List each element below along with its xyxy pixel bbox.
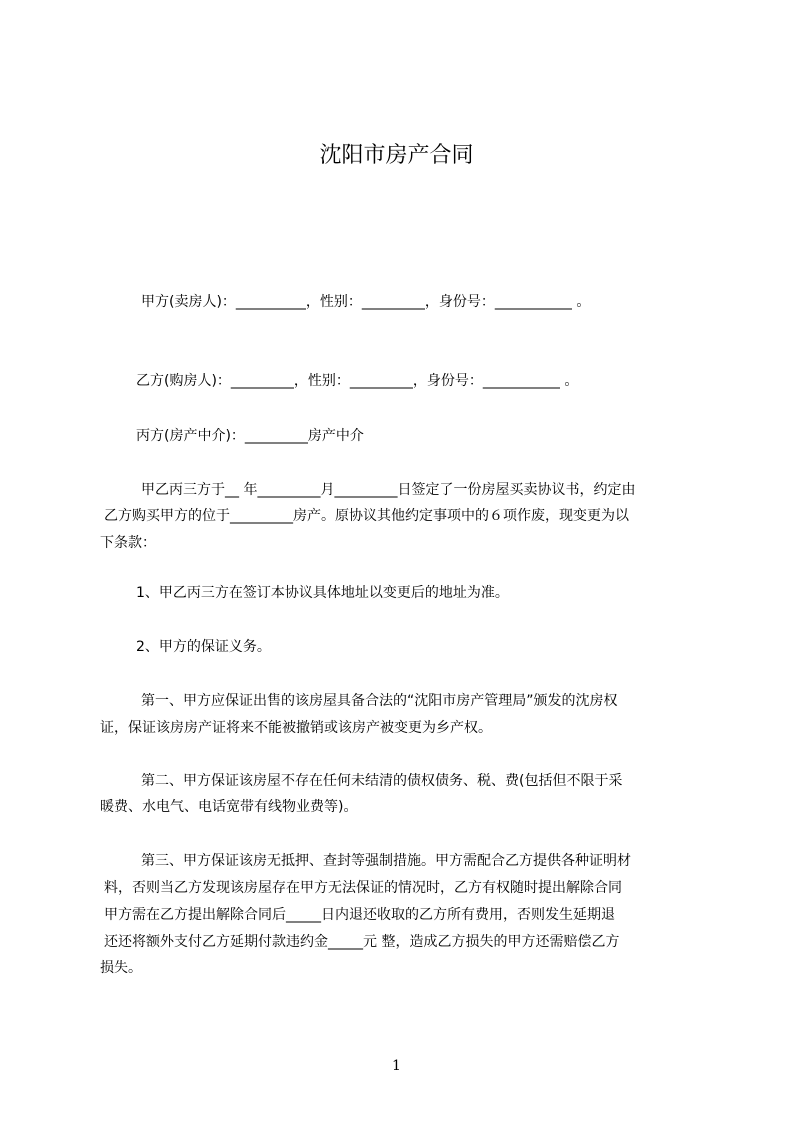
intro-line-2: 乙方购买甲方的位于_________房产。原协议其他约定事项中的６项作废，现变更为以: [104, 508, 629, 524]
guarantee-3-line-1: 第三、甲方保证该房无抵押、查封等强制措施。甲方需配合乙方提供各种证明材: [141, 853, 631, 869]
guarantee-3-line-4: 还还将额外支付乙方延期付款违约金_____元 整，造成乙方损失的甲方还需赔偿乙方: [104, 934, 620, 950]
guarantee-3-line-5: 损失。: [100, 960, 142, 976]
clause-1: 1、甲乙丙三方在签订本协议具体地址以变更后的地址为准。: [136, 585, 509, 601]
page-number: 1: [392, 1058, 401, 1074]
guarantee-1-line-1: 第一、甲方应保证出售的该房屋具备合法的“沈阳市房产管理局”颁发的沈房权: [141, 693, 618, 709]
guarantee-3-line-2: 料，否则当乙方发现该房屋存在甲方无法保证的情况时，乙方有权随时提出解除合同: [104, 880, 622, 896]
party-b-line: 乙方(购房人)：_________，性别：_________，身份号：___________ 。: [136, 373, 579, 389]
intro-line-3: 下条款：: [100, 535, 156, 551]
document-title: 沈阳市房产合同: [319, 143, 474, 168]
intro-line-1: 甲乙丙三方于__ 年_________月_________日签定了一份房屋买卖协议书，约定由: [141, 482, 636, 498]
party-c-line: 丙方(房产中介)：_________房产中介: [136, 428, 364, 444]
party-a-line: 甲方(卖房人)：__________，性别：_________，身份号：___________ 。: [141, 294, 591, 310]
guarantee-1-line-2: 证，保证该房房产证将来不能被撤销或该房产被变更为乡产权。: [100, 720, 492, 736]
guarantee-2-line-2: 暖费、水电气、电话宽带有线物业费等)。: [100, 799, 358, 815]
guarantee-3-line-3: 甲方需在乙方提出解除合同后_____日内退还收取的乙方所有费用，否则发生延期退: [104, 907, 615, 923]
guarantee-2-line-1: 第二、甲方保证该房屋不存在任何未结清的债权债务、税、费(包括但不限于采: [141, 773, 623, 789]
clause-2: 2、甲方的保证义务。: [136, 639, 271, 655]
